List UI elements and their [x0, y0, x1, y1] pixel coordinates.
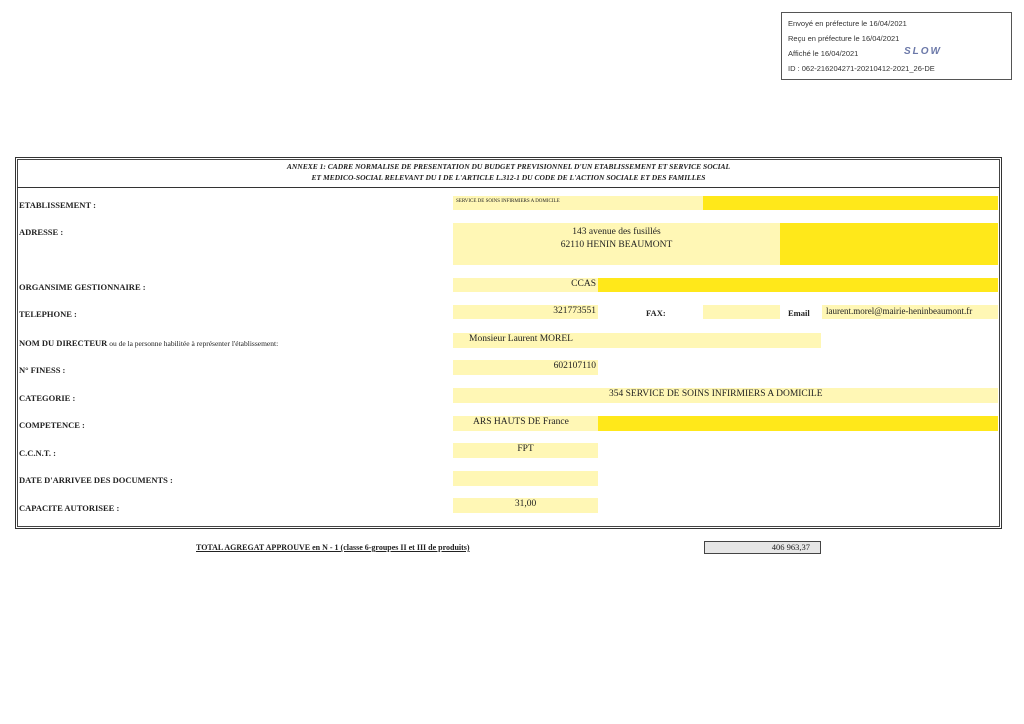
stamp-received: Reçu en préfecture le 16/04/2021 — [788, 34, 900, 43]
label-organisme: ORGANSIME GESTIONNAIRE : — [19, 282, 146, 292]
stamp-posted: Affiché le 16/04/2021 — [788, 49, 859, 58]
organisme-field — [453, 278, 598, 292]
label-finess: N° FINESS : — [19, 365, 66, 375]
label-adresse: ADRESSE : — [19, 227, 64, 237]
form-title — [17, 159, 1000, 188]
label-categorie: CATEGORIE : — [19, 393, 76, 403]
finess-field — [453, 360, 598, 375]
email-field — [822, 305, 998, 319]
label-date-arrivee: DATE D'ARRIVEE DES DOCUMENTS : — [19, 475, 173, 485]
label-competence: COMPETENCE : — [19, 420, 85, 430]
stamp-sent: Envoyé en préfecture le 16/04/2021 — [788, 19, 907, 28]
categorie-field — [453, 388, 998, 403]
label-directeur — [19, 338, 278, 348]
etablissement-highlight — [703, 196, 998, 210]
directeur-value: Monsieur Laurent MOREL — [469, 334, 573, 344]
prefecture-stamp — [781, 12, 1012, 80]
directeur-field — [453, 333, 821, 348]
adresse-line-2: 62110 HENIN BEAUMONT — [560, 240, 673, 250]
email-label: Email — [788, 308, 810, 318]
ccnt-value: FPT — [517, 444, 534, 454]
stamp-id: ID : 062-216204271-20210412-2021_26-DE — [788, 64, 935, 73]
fax-field — [703, 305, 780, 319]
etablissement-field — [453, 196, 703, 210]
etablissement-value: SERVICE DE SOINS INFIRMIERS A DOMICILE — [456, 199, 560, 204]
organisme-highlight — [598, 278, 998, 292]
competence-field — [453, 416, 598, 431]
slow-logo: SLOW — [904, 46, 942, 57]
competence-highlight — [598, 416, 998, 431]
total-value: 406 963,37 — [704, 541, 821, 554]
capacite-value: 31,00 — [514, 499, 537, 509]
capacite-field — [453, 498, 598, 513]
label-etablissement: ETABLISSEMENT : — [19, 200, 96, 210]
date-arrivee-field — [453, 471, 598, 486]
finess-value: 602107110 — [553, 361, 596, 371]
categorie-value: 354 SERVICE DE SOINS INFIRMIERS A DOMICILE — [609, 389, 823, 399]
form-title-line-2: ET MEDICO-SOCIAL RELEVANT DU I DE L'ARTICLE L.312-1 DU CODE DE L'ACTION SOCIALE ET DES FAMILLES — [311, 173, 706, 182]
organisme-value: CCAS — [571, 279, 596, 289]
label-telephone: TELEPHONE : — [19, 309, 77, 319]
label-directeur-main: NOM DU DIRECTEUR — [19, 338, 108, 348]
fax-label: FAX: — [646, 308, 666, 318]
label-capacite: CAPACITE AUTORISEE : — [19, 503, 120, 513]
telephone-value: 321773551 — [553, 306, 596, 316]
telephone-field — [453, 305, 598, 319]
email-value: laurent.morel@mairie-heninbeaumont.fr — [826, 306, 973, 316]
label-ccnt: C.C.N.T. : — [19, 448, 56, 458]
competence-value: ARS HAUTS DE France — [473, 417, 569, 427]
form-title-line-1: ANNEXE 1: CADRE NORMALISE DE PRESENTATION DU BUDGET PREVISIONNEL D'UN ETABLISSEMENT ET SERVICE SOCIAL — [286, 162, 731, 171]
label-directeur-suffix: ou de la personne habilitée à représenter l'établissement: — [107, 339, 279, 348]
adresse-line-1: 143 avenue des fusillés — [572, 227, 661, 237]
adresse-field — [453, 223, 780, 265]
adresse-highlight — [780, 223, 998, 265]
ccnt-field — [453, 443, 598, 458]
total-label: TOTAL AGREGAT APPROUVE en N - 1 (classe 6-groupes II et III de produits) — [196, 543, 470, 552]
